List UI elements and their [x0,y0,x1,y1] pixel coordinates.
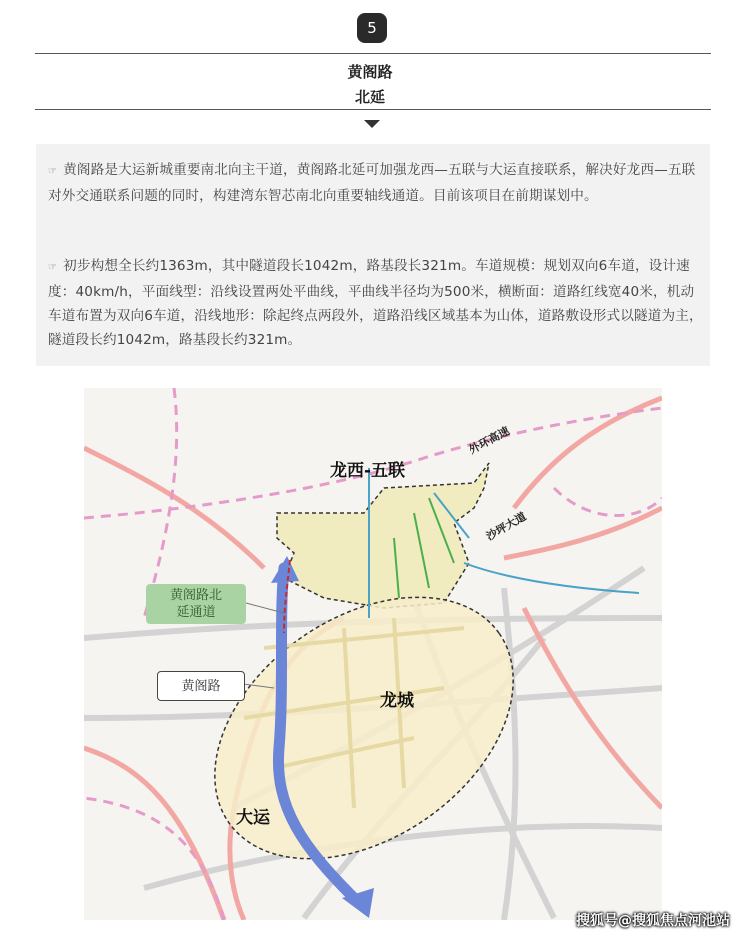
down-triangle-icon [364,120,380,128]
pointing-hand-icon: ☞ [48,262,58,273]
callout-extension-channel [146,584,246,624]
label-shaping-avenue: 沙坪大道 [483,509,529,544]
bottom-divider [35,109,711,110]
label-longcheng: 龙城 [380,691,414,711]
label-longxi-wulian: 龙西-五联 [330,461,406,481]
description-box [36,144,710,366]
callout-huangge-text: 黄阁路 [181,678,221,694]
paragraph-1 [48,158,704,208]
paragraph-2-text: 初步构想全长约1363m，其中隧道段长1042m，路基段长321m。车道规模：规划双向6车道，设计速度：40km/h，平面线型：沿线设置两处平曲线，平曲线半径均为500米，横断面：道路红线宽40米，机动车道布置为双向6车道，沿线地形：除起终点两段外，道路沿线区域基本为山体，道路敷设形式以隧道为主，隧道段长约1042m，路基段长约321m。 [48,258,703,348]
callout-extension-line1: 黄阁路北 [169,588,222,603]
longxi-wulian-area [277,463,489,608]
section-number-badge: 5 [357,13,387,43]
callout-extension-line2: 延通道 [176,605,216,620]
paragraph-2 [48,254,704,352]
label-dayun: 大运 [236,808,270,828]
route-map [84,388,662,920]
top-divider [35,53,711,54]
section-title-line2: 北延 [354,88,385,106]
callout-huangge-road [157,671,245,701]
section-title-line1: 黄阁路 [347,63,393,81]
watermark: 搜狐号@搜狐焦点河池站 [576,913,730,929]
pointing-hand-icon: ☞ [48,166,58,177]
label-outer-ring-expressway: 外环高速 [466,424,512,457]
paragraph-1-text: 黄阁路是大运新城重要南北向主干道，黄阁路北延可加强龙西—五联与大运直接联系，解决好龙西—五联对外交通联系问题的同时，构建湾东智芯南北向重要轴线通道。目前该项目在前期谋划中。 [48,162,696,204]
